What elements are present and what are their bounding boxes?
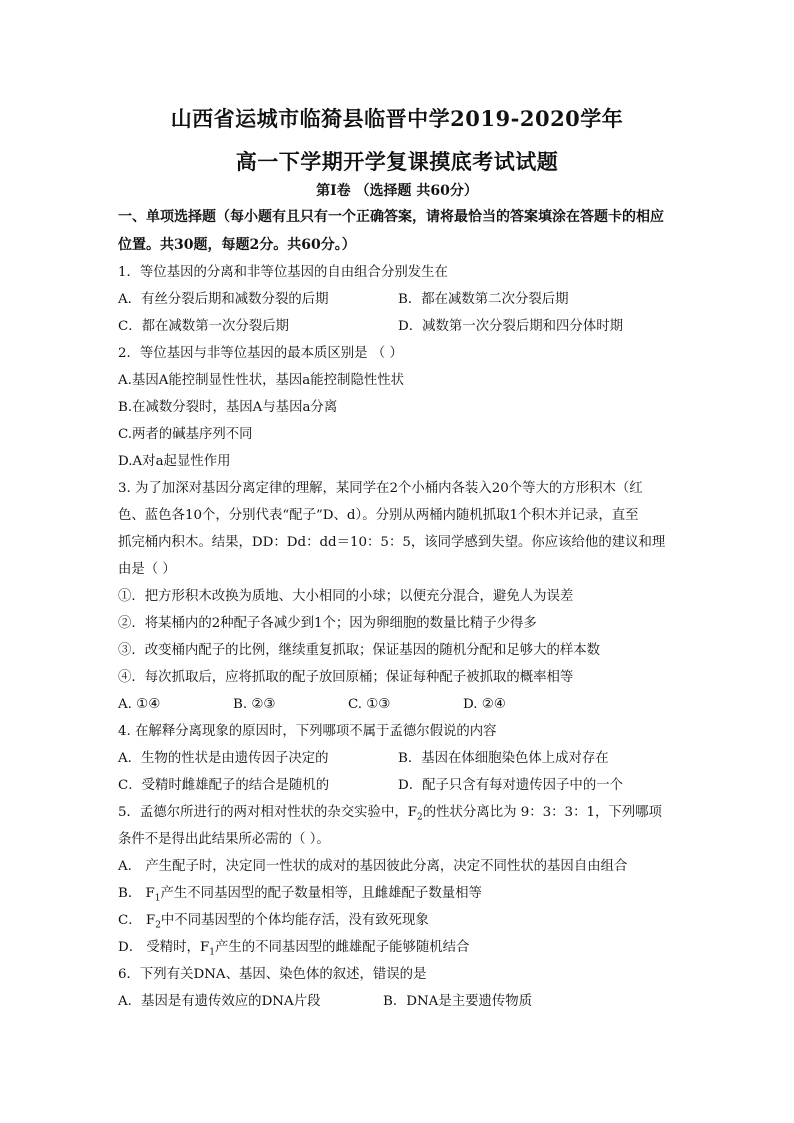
q5-option-c-post: 中不同基因型的个体均能存活，没有致死现象 — [160, 913, 429, 928]
q5-option-c-pre: C． F — [118, 913, 156, 928]
q5-option-d-subscript: 1 — [209, 947, 215, 958]
q6-option-b: B．DNA是主要遗传物质 — [383, 994, 533, 1009]
section-instruction-2: 位置。共30题，每题2分。共60分。） — [118, 237, 356, 253]
q5-stem-subscript: 2 — [417, 812, 423, 823]
q4-stem: 4. 在解释分离现象的原因时，下列哪项不属于孟德尔假说的内容 — [118, 724, 497, 739]
q5-stem-2: 条件不是得出此结果所必需的（ ）。 — [118, 832, 330, 847]
q5-option-d-post: 产生的不同基因型的雌雄配子能够随机结合 — [214, 940, 470, 955]
q5-option-c — [118, 907, 678, 934]
q3-options-row — [118, 691, 678, 718]
q5-option-c-subscript: 2 — [155, 920, 161, 931]
q5-option-d — [118, 934, 678, 961]
q2-option-d: D.A对a起显性作用 — [118, 454, 231, 469]
section-instruction-1: 一、单项选择题（每小题有且只有一个正确答案，请将最恰当的答案填涂在答题卡的相应 — [118, 209, 664, 225]
q2-option-b: B.在减数分裂时，基因A与基因a分离 — [118, 400, 338, 415]
q1-option-c: C．都在减数第一次分裂后期 — [118, 319, 289, 334]
q1-options-row-1 — [118, 286, 678, 313]
q5-option-b-subscript: 1 — [154, 893, 161, 904]
q4-option-b: B．基因在体细胞染色体上成对存在 — [398, 751, 609, 766]
q3-stem-1: 3. 为了加深对基因分离定律的理解，某同学在2个小桶内各装入20个等大的方形积木（红 — [118, 481, 643, 496]
paper-subtitle: 第Ⅰ卷 （选择题 共60分） — [316, 183, 478, 199]
q5-option-b — [118, 880, 678, 907]
q1-stem: 1．等位基因的分离和非等位基因的自由组合分别发生在 — [118, 265, 448, 280]
q3-item-2: ②．将某桶内的2种配子各减少到1个；因为卵细胞的数量比精子少得多 — [118, 616, 537, 631]
q3-option-b: B. ②③ — [233, 697, 276, 712]
q1-option-a: A．有丝分裂后期和减数分裂的后期 — [118, 292, 329, 307]
q5-stem-1-post: 的性状分离比为 9：3：3：1，下列哪项 — [422, 805, 662, 820]
q5-option-d-pre: D． 受精时，F — [118, 940, 210, 955]
q2-stem: 2．等位基因与非等位基因的最本质区别是 （ ） — [118, 346, 403, 361]
q1-options-row-2 — [118, 313, 678, 340]
q6-options-row-1 — [118, 988, 678, 1015]
title-line-1: 山西省运城市临猗县临晋中学2019-2020学年 — [170, 106, 624, 131]
q4-options-row-2 — [118, 772, 678, 799]
q2-option-c: C.两者的碱基序列不同 — [118, 427, 253, 442]
q3-option-c: C. ①③ — [348, 697, 391, 712]
q6-stem: 6．下列有关DNA、基因、染色体的叙述，错误的是 — [118, 967, 427, 982]
title-line-2: 高一下学期开学复课摸底考试试题 — [235, 149, 559, 174]
q4-option-a: A．生物的性状是由遗传因子决定的 — [118, 751, 329, 766]
q3-option-a: A. ①④ — [118, 697, 161, 712]
q5-stem-1-pre: 5．孟德尔所进行的两对相对性状的杂交实验中，F — [118, 805, 418, 820]
q3-stem-3: 抓完桶内积木。结果，DD：Dd：dd＝10：5：5，该同学感到失望。你应该给他的建议和理 — [118, 535, 666, 550]
q4-option-d: D．配子只含有每对遗传因子中的一个 — [398, 778, 623, 793]
q5-option-a: A． 产生配子时，决定同一性状的成对的基因彼此分离，决定不同性状的基因自由组合 — [118, 859, 628, 874]
q3-item-1: ①．把方形积木改换为质地、大小相同的小球；以便充分混合，避免人为误差 — [118, 589, 574, 604]
q1-option-b: B．都在减数第二次分裂后期 — [398, 292, 569, 307]
q3-item-3: ③．改变桶内配子的比例，继续重复抓取；保证基因的随机分配和足够大的样本数 — [118, 643, 601, 658]
q3-item-4: ④．每次抓取后，应将抓取的配子放回原桶；保证每种配子被抓取的概率相等 — [118, 670, 574, 685]
question-content — [118, 203, 678, 1015]
q5-option-b-post: 产生不同基因型的配子数量相等，且雌雄配子数量相等 — [160, 886, 482, 901]
q5-stem-1 — [118, 799, 678, 826]
q3-stem-4: 由是（ ） — [118, 562, 176, 577]
q4-options-row-1 — [118, 745, 678, 772]
q6-option-a: A．基因是有遗传效应的DNA片段 — [118, 994, 321, 1009]
q2-option-a: A.基因A能控制显性性状，基因a能控制隐性性状 — [118, 373, 405, 388]
q5-option-b-pre: B． F — [118, 886, 155, 901]
q4-option-c: C．受精时雌雄配子的结合是随机的 — [118, 778, 330, 793]
q1-option-d: D．减数第一次分裂后期和四分体时期 — [398, 319, 623, 334]
q3-option-d: D. ②④ — [463, 697, 506, 712]
q3-stem-2: 色、蓝色各10个，分别代表“配子”D、d）。分别从两桶内随机抓取1个积木并记录，直至 — [118, 508, 639, 523]
